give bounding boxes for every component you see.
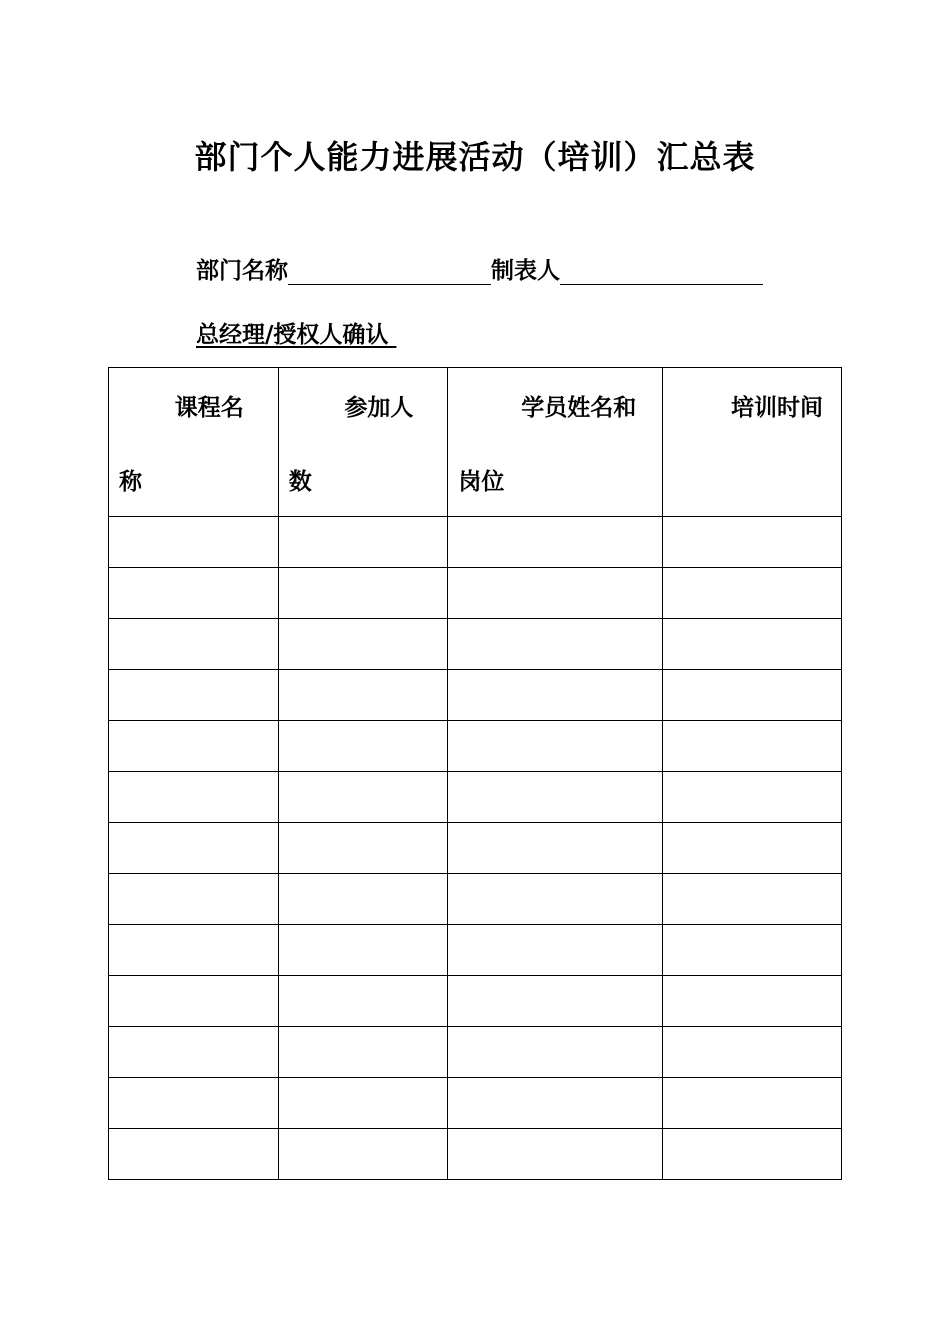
table-row	[109, 823, 842, 874]
table-row	[109, 976, 842, 1027]
table-cell[interactable]	[109, 1078, 279, 1129]
header-training-time: 培训时间	[663, 368, 842, 517]
dept-name-field[interactable]	[288, 258, 491, 285]
table-row	[109, 517, 842, 568]
table-cell[interactable]	[278, 1078, 448, 1129]
form-maker-label: 制表人	[491, 257, 560, 284]
table-cell[interactable]	[278, 619, 448, 670]
table-cell[interactable]	[109, 823, 279, 874]
training-summary-table	[108, 367, 842, 1180]
table-cell[interactable]	[663, 1129, 842, 1180]
table-cell[interactable]	[278, 517, 448, 568]
table-cell[interactable]	[109, 976, 279, 1027]
table-cell[interactable]	[663, 823, 842, 874]
table-cell[interactable]	[663, 925, 842, 976]
header-trainee-names-positions: 学员姓名和 岗位	[448, 368, 663, 517]
form-maker-field[interactable]	[560, 258, 763, 285]
table-header-row	[109, 368, 842, 517]
approval-label: 总经理/授权人确认	[196, 321, 389, 348]
table-cell[interactable]	[278, 925, 448, 976]
approval-line	[196, 316, 396, 349]
table-cell[interactable]	[663, 517, 842, 568]
header-course-name: 课程名 称	[109, 368, 279, 517]
table-cell[interactable]	[109, 517, 279, 568]
table-cell[interactable]	[663, 1078, 842, 1129]
table-cell[interactable]	[278, 1027, 448, 1078]
table-cell[interactable]	[663, 772, 842, 823]
table-row	[109, 721, 842, 772]
table-cell[interactable]	[278, 670, 448, 721]
header-participant-count: 参加人 数	[278, 368, 448, 517]
table-row	[109, 1129, 842, 1180]
table-cell[interactable]	[448, 1078, 663, 1129]
table-cell[interactable]	[448, 721, 663, 772]
table-row	[109, 1027, 842, 1078]
table-cell[interactable]	[448, 874, 663, 925]
table-cell[interactable]	[448, 517, 663, 568]
table-row	[109, 1078, 842, 1129]
table-cell[interactable]	[109, 670, 279, 721]
table-cell[interactable]	[663, 874, 842, 925]
dept-name-label: 部门名称	[196, 257, 288, 284]
table-cell[interactable]	[448, 823, 663, 874]
table-row	[109, 619, 842, 670]
table-cell[interactable]	[278, 874, 448, 925]
table-cell[interactable]	[109, 1129, 279, 1180]
table-cell[interactable]	[278, 1129, 448, 1180]
table-body	[109, 517, 842, 1180]
table-cell[interactable]	[109, 619, 279, 670]
table-cell[interactable]	[109, 874, 279, 925]
table-cell[interactable]	[278, 721, 448, 772]
table-cell[interactable]	[663, 1027, 842, 1078]
table-cell[interactable]	[448, 1027, 663, 1078]
table-cell[interactable]	[109, 925, 279, 976]
table-cell[interactable]	[663, 721, 842, 772]
table-cell[interactable]	[109, 772, 279, 823]
table-cell[interactable]	[663, 568, 842, 619]
table-cell[interactable]	[448, 976, 663, 1027]
table-cell[interactable]	[448, 568, 663, 619]
table-row	[109, 874, 842, 925]
table-cell[interactable]	[278, 772, 448, 823]
table-cell[interactable]	[109, 721, 279, 772]
table-cell[interactable]	[448, 619, 663, 670]
table-row	[109, 925, 842, 976]
table-cell[interactable]	[448, 670, 663, 721]
page-title: 部门个人能力进展活动（培训）汇总表	[194, 138, 756, 176]
table-cell[interactable]	[448, 1129, 663, 1180]
table-cell[interactable]	[663, 619, 842, 670]
table-cell[interactable]	[278, 823, 448, 874]
table-cell[interactable]	[663, 976, 842, 1027]
table-cell[interactable]	[109, 1027, 279, 1078]
table-cell[interactable]	[448, 772, 663, 823]
table-cell[interactable]	[278, 976, 448, 1027]
table-cell[interactable]	[663, 670, 842, 721]
table-cell[interactable]	[278, 568, 448, 619]
form-header-line	[196, 252, 763, 285]
table-cell[interactable]	[448, 925, 663, 976]
table-cell[interactable]	[109, 568, 279, 619]
table-row	[109, 772, 842, 823]
table-row	[109, 670, 842, 721]
table-row	[109, 568, 842, 619]
